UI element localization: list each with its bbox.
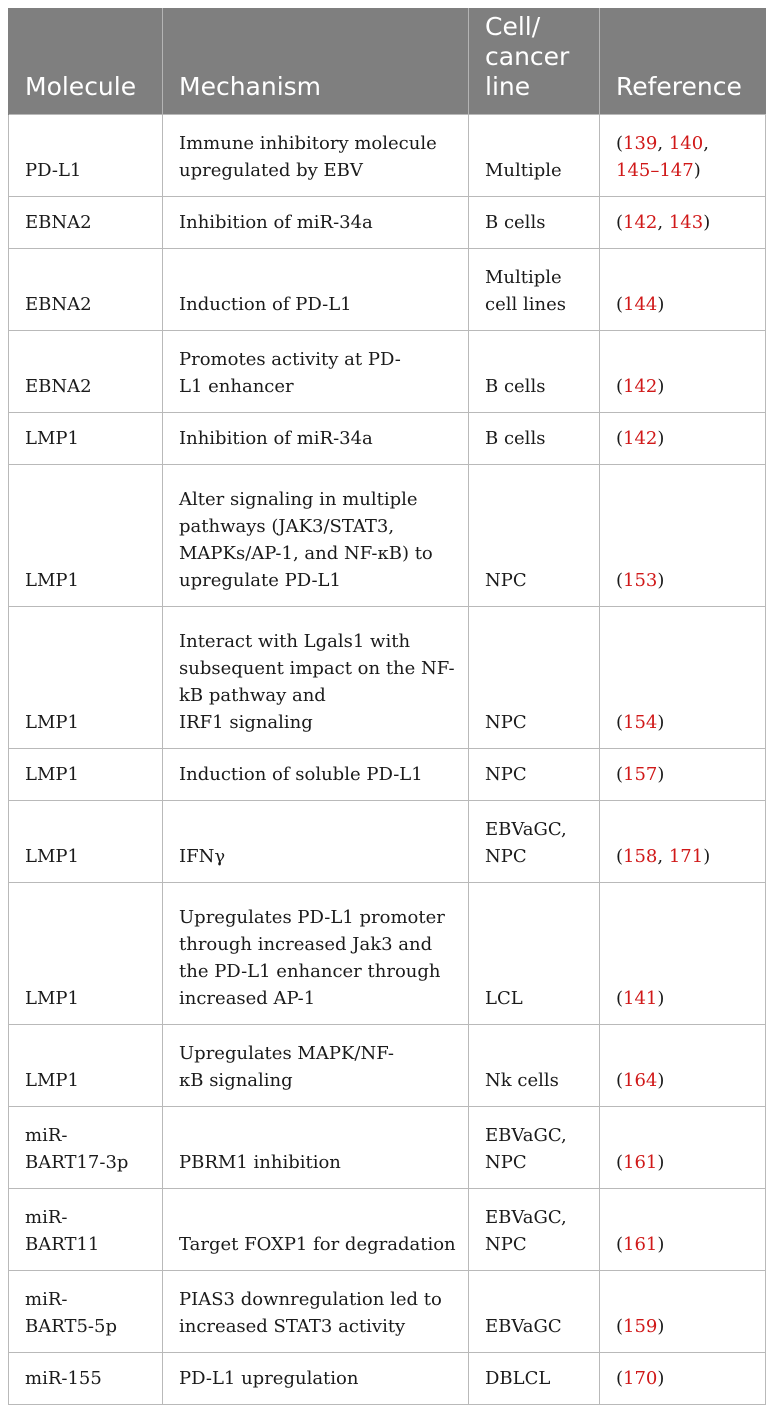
citation-link[interactable]: 158 [623, 845, 658, 867]
molecule-cell: miR-155 [9, 1352, 163, 1404]
mechanism-cell: PIAS3 downregulation led to increased STAT3 activity [163, 1270, 469, 1352]
molecule-cell: LMP1 [9, 464, 163, 606]
cell-line-cell: Multiple [469, 114, 600, 196]
mechanism-cell: Target FOXP1 for degradation [163, 1188, 469, 1270]
reference-cell: (142, 143) [600, 196, 766, 248]
molecule-cell: PD-L1 [9, 114, 163, 196]
table-row [9, 1270, 766, 1352]
table-row [9, 606, 766, 748]
table-row [9, 748, 766, 800]
table-row [9, 882, 766, 1024]
reference-cell: (158, 171) [600, 800, 766, 882]
table-row [9, 412, 766, 464]
citation-link[interactable]: 143 [668, 211, 704, 233]
cell-line-cell: B cells [469, 330, 600, 412]
header-reference: Reference [600, 8, 766, 114]
citation-link[interactable]: 164 [623, 1069, 658, 1091]
citation-link[interactable]: 161 [623, 1151, 658, 1173]
citation-link[interactable]: 154 [623, 711, 658, 733]
citation-link[interactable]: 141 [623, 987, 658, 1009]
mechanism-cell: Interact with Lgals1 with subsequent impact on the NF- kB pathway and IRF1 signaling [163, 606, 469, 748]
header-cell-line: Cell/ cancer line [469, 8, 600, 114]
cell-line-cell: B cells [469, 196, 600, 248]
molecule-cell: EBNA2 [9, 248, 163, 330]
cell-line-cell: EBVaGC, NPC [469, 1188, 600, 1270]
reference-cell: (153) [600, 464, 766, 606]
mechanism-cell: Promotes activity at PD- L1 enhancer [163, 330, 469, 412]
cell-line-cell: NPC [469, 464, 600, 606]
molecule-cell: miR- BART11 [9, 1188, 163, 1270]
cell-line-cell: B cells [469, 412, 600, 464]
cell-line-cell: NPC [469, 748, 600, 800]
mechanism-cell: Induction of soluble PD-L1 [163, 748, 469, 800]
citation-separator: , [657, 132, 669, 154]
reference-cell: (170) [600, 1352, 766, 1404]
mechanism-cell: Immune inhibitory molecule upregulated by EBV [163, 114, 469, 196]
mechanism-cell: IFNγ [163, 800, 469, 882]
citation-separator: , [657, 845, 669, 867]
citation-link[interactable]: 171 [668, 845, 704, 867]
mechanism-cell: PBRM1 inhibition [163, 1106, 469, 1188]
citation-separator: , [657, 211, 669, 233]
cell-line-cell: DBLCL [469, 1352, 600, 1404]
citation-link[interactable]: 140 [668, 132, 704, 154]
molecule-cell: miR- BART17-3p [9, 1106, 163, 1188]
molecule-cell: LMP1 [9, 412, 163, 464]
cell-line-cell: EBVaGC, NPC [469, 1106, 600, 1188]
reference-cell: (157) [600, 748, 766, 800]
reference-cell: (164) [600, 1024, 766, 1106]
table-row [9, 800, 766, 882]
cell-line-cell: Nk cells [469, 1024, 600, 1106]
citation-link[interactable]: 144 [623, 293, 658, 315]
citation-link[interactable]: 159 [623, 1315, 658, 1337]
mechanism-cell: Alter signaling in multiple pathways (JAK3/STAT3, MAPKs/AP-1, and NF-κB) to upregulate PD-L1 [163, 464, 469, 606]
table-row [9, 1188, 766, 1270]
citation-link[interactable]: 161 [623, 1233, 658, 1255]
molecule-cell: LMP1 [9, 800, 163, 882]
cell-line-cell: LCL [469, 882, 600, 1024]
mechanism-cell: Upregulates MAPK/NF- κB signaling [163, 1024, 469, 1106]
table-row [9, 1106, 766, 1188]
reference-cell: (142) [600, 412, 766, 464]
table-row [9, 1024, 766, 1106]
table-row [9, 114, 766, 196]
table-body [9, 114, 766, 1404]
table-row [9, 248, 766, 330]
cell-line-cell: EBVaGC, NPC [469, 800, 600, 882]
mechanism-cell: PD-L1 upregulation [163, 1352, 469, 1404]
mechanism-cell: Inhibition of miR-34a [163, 412, 469, 464]
molecule-cell: miR- BART5-5p [9, 1270, 163, 1352]
reference-cell: (159) [600, 1270, 766, 1352]
molecule-cell: LMP1 [9, 748, 163, 800]
table-row [9, 464, 766, 606]
reference-cell: (161) [600, 1106, 766, 1188]
cell-line-cell: NPC [469, 606, 600, 748]
header-molecule: Molecule [9, 8, 163, 114]
reference-cell: (142) [600, 330, 766, 412]
citation-link[interactable]: 157 [623, 763, 658, 785]
table-row [9, 330, 766, 412]
mechanism-cell: Induction of PD-L1 [163, 248, 469, 330]
citation-separator: , [703, 132, 709, 154]
cell-line-cell: EBVaGC [469, 1270, 600, 1352]
citation-link[interactable]: 170 [623, 1367, 658, 1389]
reference-cell: (154) [600, 606, 766, 748]
table-header [9, 8, 766, 114]
citation-link[interactable]: 142 [623, 211, 658, 233]
table-row [9, 196, 766, 248]
header-mechanism: Mechanism [163, 8, 469, 114]
reference-cell: (141) [600, 882, 766, 1024]
table-row [9, 1352, 766, 1404]
citation-link[interactable]: 153 [623, 569, 658, 591]
molecule-cell: EBNA2 [9, 196, 163, 248]
header-row [9, 8, 766, 114]
molecule-cell: LMP1 [9, 882, 163, 1024]
mechanism-cell: Upregulates PD-L1 promoter through increased Jak3 and the PD-L1 enhancer through increased AP-1 [163, 882, 469, 1024]
reference-cell: (139, 140, 145–147) [600, 114, 766, 196]
reference-cell: (144) [600, 248, 766, 330]
molecule-cell: LMP1 [9, 606, 163, 748]
mechanism-cell: Inhibition of miR-34a [163, 196, 469, 248]
cell-line-cell: Multiple cell lines [469, 248, 600, 330]
citation-link[interactable]: 142 [623, 427, 658, 449]
citation-link[interactable]: 139 [623, 132, 658, 154]
data-table [8, 8, 766, 1405]
citation-link[interactable]: 142 [623, 375, 658, 397]
citation-link[interactable]: 145–147 [616, 159, 694, 181]
molecule-cell: LMP1 [9, 1024, 163, 1106]
reference-cell: (161) [600, 1188, 766, 1270]
molecule-cell: EBNA2 [9, 330, 163, 412]
